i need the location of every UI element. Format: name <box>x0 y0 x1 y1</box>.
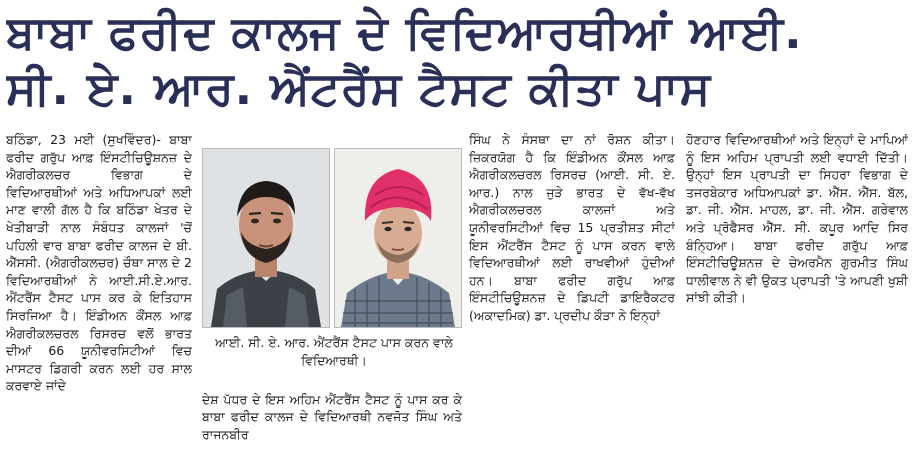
photo-group <box>202 148 462 326</box>
photo-caption: ਆਈ. ਸੀ. ਏ. ਆਰ. ਐਂਟਰੈਂਸ ਟੈਸਟ ਪਾਸ ਕਰਨ ਵਾਲੇ ਵਿਦਿਆਰਥੀ। <box>215 335 453 368</box>
headline-line-1: ਬਾਬਾ ਫਰੀਦ ਕਾਲਜ ਦੇ ਵਿਦਿਆਰਥੀਆਂ ਆਈ. <box>6 5 803 59</box>
article-column-2 <box>202 378 462 456</box>
student-portrait-right <box>335 149 461 327</box>
student-portrait-left <box>203 149 329 327</box>
article-column-4 <box>686 131 908 307</box>
article-column-3 <box>469 131 675 325</box>
headline <box>6 4 906 116</box>
student-photo-right <box>334 148 462 328</box>
article-column-1 <box>6 131 192 395</box>
article-text-1: ਬਠਿੰਡਾ, 23 ਮਈ (ਸੁਖਵਿੰਦਰ)- ਬਾਬਾ ਫਰੀਦ ਗਰੁੱਪ ਆਫ਼ ਇੰਸਟੀਚਿਊਸ਼ਨਜ਼ ਦੇ ਐਗਰੀਕਲਚਰ ਵਿਭਾਗ ਦੇ ਵਿਦਿਆਰਥੀਆਂ ਅਤੇ ਅਧਿਆਪਕਾਂ ਲਈ ਮਾਣ ਵਾਲੀ ਗੱਲ ਹੈ ਕਿ ਬਠਿੰਡਾ ਖੇਤਰ ਦੇ ਖੇਤੀਬਾੜੀ ਨਾਲ ਸੰਬੰਧਤ ਕਾਲਜਾਂ 'ਚੋਂ ਪਹਿਲੀ ਵਾਰ ਬਾਬਾ ਫਰੀਦ ਕਾਲਜ ਦੇ ਬੀ. ਐੱਸਸੀ. (ਐਗਰੀਕਲਚਰ) ਚੌਥਾ ਸਾਲ ਦੇ 2 ਵਿਦਿਆਰਥੀਆਂ ਨੇ ਆਈ.ਸੀ.ਏ.ਆਰ. ਐਂਟਰੈਂਸ ਟੈਸਟ ਪਾਸ ਕਰ ਕੇ ਇਤਿਹਾਸ ਸਿਰਜਿਆ ਹੈ। ਇੰਡੀਅਨ ਕੌਂਸਲ ਆਫ਼ ਐਗਰੀਕਲਚਰਲ ਰਿਸਰਚ ਵਲੋਂ ਭਾਰਤ ਦੀਆਂ 66 ਯੂਨੀਵਰਸਿਟੀਆਂ ਵਿਚ ਮਾਸਟਰ ਡਿਗਰੀ ਕਰਨ ਲਈ ਹਰ ਸਾਲ ਕਰਵਾਏ ਜਾਂਦੇ <box>6 132 192 394</box>
student-photo-left <box>202 148 330 328</box>
article-text-2: ਦੇਸ਼ ਪੱਧਰ ਦੇ ਇਸ ਅਹਿਮ ਐਂਟਰੈਂਸ ਟੈਸਟ ਨੂੰ ਪਾਸ ਕਰ ਕੇ ਬਾਬਾ ਫਰੀਦ ਕਾਲਜ ਦੇ ਵਿਦਿਆਰਥੀ ਨਵਜੋਤ ਸਿੰਘ ਅਤੇ ਰਾਜਨਬੀਰ <box>202 391 462 442</box>
headline-line-2: ਸੀ. ਏ. ਆਰ. ਐਂਟਰੈਂਸ ਟੈਸਟ ਕੀਤਾ ਪਾਸ <box>6 61 712 115</box>
article-text-4: ਹੋਣਹਾਰ ਵਿਦਿਆਰਥੀਆਂ ਅਤੇ ਇਨ੍ਹਾਂ ਦੇ ਮਾਪਿਆਂ ਨੂੰ ਇਸ ਅਹਿਮ ਪ੍ਰਾਪਤੀ ਲਈ ਵਧਾਈ ਦਿੱਤੀ। ਉਨ੍ਹਾਂ ਇਸ ਪ੍ਰਾਪਤੀ ਦਾ ਸਿਹਰਾ ਵਿਭਾਗ ਦੇ ਤਜਰਬੇਕਾਰ ਅਧਿਆਪਕਾਂ ਡਾ. ਐੱਸ. ਐੱਸ. ਬੱਲ, ਡਾ. ਜੀ. ਐੱਸ. ਮਾਹਲ, ਡਾ. ਜੀ. ਐੱਸ. ਗਰੇਵਾਲ ਅਤੇ ਪ੍ਰੋਫੈਸਰ ਐੱਸ. ਸੀ. ਕਪੂਰ ਆਦਿ ਸਿਰ ਬੰਨ੍ਹਿਆ। ਬਾਬਾ ਫਰੀਦ ਗਰੁੱਪ ਆਫ਼ ਇੰਸਟੀਚਿਊਸ਼ਨਜ਼ ਦੇ ਚੇਅਰਮੈਨ ਗੁਰਮੀਤ ਸਿੰਘ ਧਾਲੀਵਾਲ ਨੇ ਵੀ ਉਕਤ ਪ੍ਰਾਪਤੀ 'ਤੇ ਆਪਣੀ ਖੁਸ਼ੀ ਸਾਂਝੀ ਕੀਤੀ। <box>686 132 908 306</box>
article-text-3: ਸਿੰਘ ਨੇ ਸੰਸਥਾ ਦਾ ਨਾਂ ਰੋਸ਼ਨ ਕੀਤਾ। ਜ਼ਿਕਰਯੋਗ ਹੈ ਕਿ ਇੰਡੀਅਨ ਕੌਂਸਲ ਆਫ਼ ਐਗਰੀਕਲਚਰਲ ਰਿਸਰਚ (ਆਈ. ਸੀ. ਏ. ਆਰ.) ਨਾਲ ਜੁੜੇ ਭਾਰਤ ਦੇ ਵੱਖ-ਵੱਖ ਐਗਰੀਕਲਚਰਲ ਕਾਲਜਾਂ ਅਤੇ ਯੂਨੀਵਰਸਿਟੀਆਂ ਵਿਚ 15 ਪ੍ਰਤੀਸ਼ਤ ਸੀਟਾਂ ਇਸ ਐਂਟਰੈਂਸ ਟੈਸਟ ਨੂੰ ਪਾਸ ਕਰਨ ਵਾਲੇ ਵਿਦਿਆਰਥੀਆਂ ਲਈ ਰਾਖਵੀਆਂ ਹੁੰਦੀਆਂ ਹਨ। ਬਾਬਾ ਫਰੀਦ ਗਰੁੱਪ ਆਫ਼ ਇੰਸਟੀਚਿਊਸ਼ਨਜ਼ ਦੇ ਡਿਪਟੀ ਡਾਇਰੈਕਟਰ (ਅਕਾਦਮਿਕ) ਡਾ. ਪ੍ਰਦੀਪ ਕੌੜਾ ਨੇ ਇਨ੍ਹਾਂ <box>469 132 675 323</box>
